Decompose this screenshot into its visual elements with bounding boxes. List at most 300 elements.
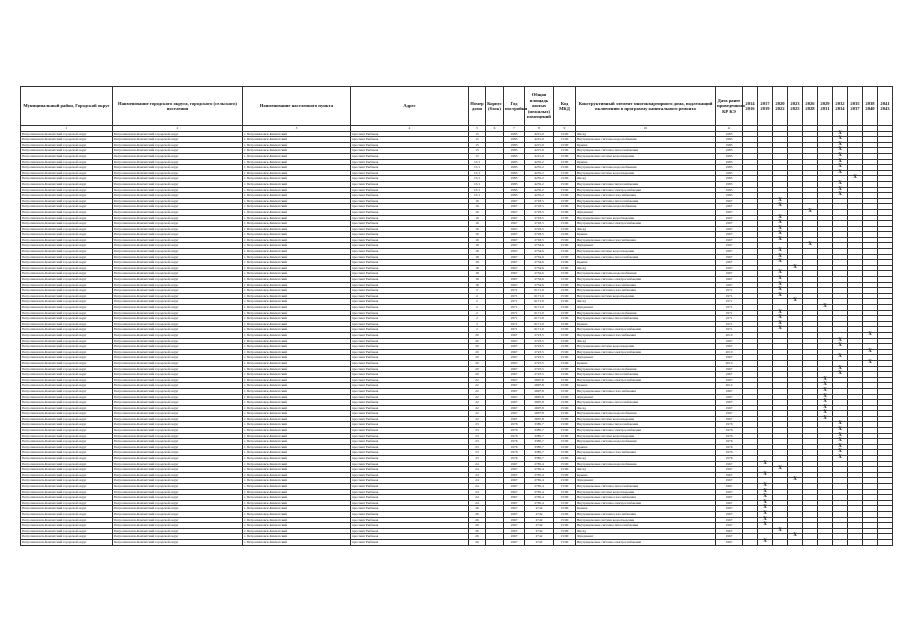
table-cell: Петропавловск-Камчатский городской округ — [21, 277, 113, 283]
table-cell: 1971 — [504, 288, 525, 294]
table-cell: проспект Рыбаков — [351, 500, 469, 506]
table-cell: 1985 — [504, 187, 525, 193]
schedule-mark-cell: X — [833, 433, 848, 439]
table-cell: 2734,6 — [525, 271, 554, 277]
table-cell: Петропавловск-Камчатский городской округ — [21, 170, 113, 176]
table-cell: г. Петропавловск-Камчатский — [243, 193, 351, 199]
table-cell: Петропавловск-Камчатский городской округ — [21, 327, 113, 333]
table-cell: 1985 — [716, 181, 743, 187]
table-cell: 1976 — [716, 439, 743, 445]
table-cell: Петропавловск-Камчатский городской округ — [21, 254, 113, 260]
table-cell: Петропавловск-Камчатский городской округ — [21, 539, 113, 545]
table-cell: Внутридомовые системы водоснабжения — [576, 271, 716, 277]
table-cell: г. Петропавловск-Камчатский — [243, 243, 351, 249]
table-cell: 1967 — [504, 383, 525, 389]
table-cell: Петропавловск-Камчатский городской округ — [21, 428, 113, 434]
table-cell: 15:00 — [554, 456, 576, 462]
table-cell: Петропавловск-Камчатский городской округ — [113, 372, 243, 378]
schedule-mark-cell: X — [818, 305, 833, 311]
table-cell: г. Петропавловск-Камчатский — [243, 288, 351, 294]
schedule-mark-cell: X — [833, 193, 848, 199]
table-cell: проспект Рыбаков — [351, 237, 469, 243]
table-cell: 18 — [469, 277, 486, 283]
table-cell: 15:00 — [554, 170, 576, 176]
table-cell: проспект Рыбаков — [351, 271, 469, 277]
schedule-mark-cell: X — [773, 321, 788, 327]
table-cell: 15:00 — [554, 366, 576, 372]
table-cell: Петропавловск-Камчатский городской округ — [113, 383, 243, 389]
table-cell: проспект Рыбаков — [351, 528, 469, 534]
table-cell: г. Петропавловск-Камчатский — [243, 316, 351, 322]
table-cell: 3385,7 — [525, 450, 554, 456]
table-cell: Внутридомовые системы теплоснабжения — [576, 484, 716, 490]
table-cell: Фасад — [576, 299, 716, 305]
table-cell: 15:00 — [554, 433, 576, 439]
table-cell: 15:00 — [554, 500, 576, 506]
table-cell: 1967 — [504, 344, 525, 350]
table-cell: 1967 — [504, 377, 525, 383]
table-cell: 15:00 — [554, 360, 576, 366]
table-cell: 15:00 — [554, 293, 576, 299]
table-cell: 15 — [469, 148, 486, 154]
table-cell: 2718,5 — [525, 209, 554, 215]
table-cell: 1971 — [504, 321, 525, 327]
schedule-mark-cell — [818, 539, 833, 545]
table-cell: 1967 — [716, 500, 743, 506]
table-cell: проспект Рыбаков — [351, 310, 469, 316]
table-cell: проспект Рыбаков — [351, 215, 469, 221]
table-cell: 15:00 — [554, 506, 576, 512]
table-cell: 1967 — [716, 338, 743, 344]
column-header: 2026 2028 — [803, 87, 818, 126]
table-cell: Фасад — [576, 405, 716, 411]
table-cell: проспект Рыбаков — [351, 316, 469, 322]
schedule-mark-cell: X — [833, 159, 848, 165]
table-cell: Петропавловск-Камчатский городской округ — [113, 131, 243, 137]
table-cell: проспект Рыбаков — [351, 349, 469, 355]
table-cell: Петропавловск-Камчатский городской округ — [113, 254, 243, 260]
table-cell: 1976 — [716, 433, 743, 439]
table-cell: Крыша — [576, 444, 716, 450]
table-cell: Внутридомовые системы электроснабжения — [576, 187, 716, 193]
table-cell: 15:00 — [554, 226, 576, 232]
schedule-mark-cell: X — [773, 232, 788, 238]
table-cell: 4235,2 — [525, 193, 554, 199]
table-cell: Петропавловск-Камчатский городской округ — [21, 511, 113, 517]
schedule-mark-cell: X — [833, 142, 848, 148]
table-cell: Петропавловск-Камчатский городской округ — [113, 316, 243, 322]
schedule-mark-cell: X — [758, 506, 773, 512]
table-cell: Крыша — [576, 159, 716, 165]
table-cell: 1967 — [716, 372, 743, 378]
table-cell: Петропавловск-Камчатский городской округ — [21, 321, 113, 327]
table-cell: 15:00 — [554, 321, 576, 327]
table-cell: Фасад — [576, 338, 716, 344]
table-cell: 1967 — [504, 260, 525, 266]
table-cell: Петропавловск-Камчатский городской округ — [21, 193, 113, 199]
table-cell: Петропавловск-Камчатский городской округ — [21, 198, 113, 204]
table-cell: 1976 — [504, 439, 525, 445]
table-cell: Петропавловск-Камчатский городской округ — [113, 153, 243, 159]
column-number: 2 — [113, 126, 243, 132]
table-cell: 1967 — [504, 254, 525, 260]
table-cell: проспект Рыбаков — [351, 260, 469, 266]
table-cell: 24 — [469, 461, 486, 467]
table-cell: г. Петропавловск-Камчатский — [243, 187, 351, 193]
table-cell: г. Петропавловск-Камчатский — [243, 142, 351, 148]
table-cell: 16 — [469, 198, 486, 204]
table-cell: 15:00 — [554, 288, 576, 294]
column-number: 1 — [21, 126, 113, 132]
table-cell: 15:00 — [554, 243, 576, 249]
table-cell: проспект Рыбаков — [351, 422, 469, 428]
table-cell: Внутридомовые системы электроснабжения — [576, 428, 716, 434]
table-cell: 16 — [469, 232, 486, 238]
table-cell: 1967 — [716, 388, 743, 394]
table-cell: 15:00 — [554, 372, 576, 378]
table-cell: 1976 — [504, 433, 525, 439]
table-cell: г. Петропавловск-Камчатский — [243, 450, 351, 456]
table-cell: 2 — [469, 288, 486, 294]
table-cell: 22 — [469, 377, 486, 383]
table-cell: г. Петропавловск-Камчатский — [243, 148, 351, 154]
table-cell: 22 — [469, 416, 486, 422]
table-cell: Фасад — [576, 467, 716, 473]
table-cell: 15:00 — [554, 277, 576, 283]
table-cell: 26 — [469, 517, 486, 523]
table-cell: Внутридомовые системы теплоснабжения — [576, 400, 716, 406]
table-cell: проспект Рыбаков — [351, 221, 469, 227]
table-cell: 15:00 — [554, 439, 576, 445]
table-cell: г. Петропавловск-Камчатский — [243, 198, 351, 204]
table-cell: 1967 — [504, 349, 525, 355]
table-cell: 2 — [469, 299, 486, 305]
table-cell: Внутридомовые системы газоснабжения — [576, 511, 716, 517]
table-cell: 1971 — [504, 293, 525, 299]
table-cell: 1971 — [716, 305, 743, 311]
table-cell: Фасад — [576, 176, 716, 182]
table-cell: 15:00 — [554, 523, 576, 529]
table-cell: 15:00 — [554, 260, 576, 266]
table-cell: 15:00 — [554, 332, 576, 338]
table-cell: 15:00 — [554, 338, 576, 344]
table-cell: 1967 — [504, 528, 525, 534]
table-cell: 1967 — [716, 204, 743, 210]
column-header: 2029 2031 — [818, 87, 833, 126]
table-cell: г. Петропавловск-Камчатский — [243, 355, 351, 361]
schedule-mark-cell: X — [773, 198, 788, 204]
table-cell: г. Петропавловск-Камчатский — [243, 137, 351, 143]
table-cell: Внутридомовая система водоотведения — [576, 215, 716, 221]
table-cell: Петропавловск-Камчатский городской округ — [21, 226, 113, 232]
table-cell: 1967 — [716, 265, 743, 271]
schedule-mark-cell: X — [773, 215, 788, 221]
column-header: Адрес — [351, 87, 469, 126]
table-cell: 1967 — [716, 355, 743, 361]
table-cell: 2010 — [716, 360, 743, 366]
table-cell: 1967 — [716, 467, 743, 473]
table-cell: Петропавловск-Камчатский городской округ — [113, 416, 243, 422]
schedule-mark-cell: X — [788, 534, 803, 540]
table-cell: 2742 — [525, 517, 554, 523]
schedule-mark-cell: X — [773, 467, 788, 473]
table-cell: г. Петропавловск-Камчатский — [243, 221, 351, 227]
column-number: 4 — [351, 126, 469, 132]
schedule-mark-cell: X — [818, 377, 833, 383]
table-cell: Внутридомовые системы газоснабжения — [576, 332, 716, 338]
table-cell: 26 — [469, 506, 486, 512]
table-cell: 2742 — [525, 511, 554, 517]
table-cell: 2723,5 — [525, 355, 554, 361]
table-cell: Петропавловск-Камчатский городской округ — [113, 265, 243, 271]
table-cell: 1971 — [716, 327, 743, 333]
column-header: Номер дома — [469, 87, 486, 126]
table-cell: г. Петропавловск-Камчатский — [243, 439, 351, 445]
table-cell: проспект Рыбаков — [351, 478, 469, 484]
table-cell: 2765,4 — [525, 478, 554, 484]
table-cell: 1967 — [716, 394, 743, 400]
table-cell: Петропавловск-Камчатский городской округ — [113, 517, 243, 523]
table-cell: г. Петропавловск-Камчатский — [243, 489, 351, 495]
table-cell: 2 — [469, 310, 486, 316]
table-cell: 16 — [469, 226, 486, 232]
table-cell: проспект Рыбаков — [351, 243, 469, 249]
table-cell: г. Петропавловск-Камчатский — [243, 226, 351, 232]
table-cell: 2734,6 — [525, 249, 554, 255]
schedule-mark-cell: X — [773, 249, 788, 255]
table-cell: 1967 — [504, 495, 525, 501]
table-cell: Петропавловск-Камчатский городской округ — [113, 215, 243, 221]
schedule-mark-cell: X — [758, 495, 773, 501]
table-cell: 2723,5 — [525, 344, 554, 350]
table-cell: Петропавловск-Камчатский городской округ — [21, 243, 113, 249]
table-cell: 15:00 — [554, 165, 576, 171]
table-cell: Фундамент — [576, 355, 716, 361]
table-cell: 2734,6 — [525, 265, 554, 271]
table-cell: Петропавловск-Камчатский городской округ — [113, 355, 243, 361]
table-cell: 2697,8 — [525, 383, 554, 389]
table-cell: 1967 — [716, 528, 743, 534]
table-cell: Петропавловск-Камчатский городской округ — [21, 456, 113, 462]
table-cell: Петропавловск-Камчатский городской округ — [113, 226, 243, 232]
table-cell: г. Петропавловск-Камчатский — [243, 366, 351, 372]
table-cell: Внутридомовые системы электроснабжения — [576, 500, 716, 506]
schedule-mark-cell: X — [788, 478, 803, 484]
table-cell: проспект Рыбаков — [351, 193, 469, 199]
table-cell: 15:00 — [554, 204, 576, 210]
table-cell: Петропавловск-Камчатский городской округ — [113, 176, 243, 182]
table-cell: Внутридомовые системы теплоснабжения — [576, 198, 716, 204]
table-cell: г. Петропавловск-Камчатский — [243, 444, 351, 450]
table-cell: 4215,9 — [525, 153, 554, 159]
table-cell: 22 — [469, 394, 486, 400]
schedule-mark-cell: X — [758, 539, 773, 545]
table-cell: 2012 — [716, 383, 743, 389]
table-cell: г. Петропавловск-Камчатский — [243, 394, 351, 400]
column-header: 2017 2019 — [758, 87, 773, 126]
table-cell: Петропавловск-Камчатский городской округ — [21, 411, 113, 417]
table-cell: г. Петропавловск-Камчатский — [243, 539, 351, 545]
table-cell: 2 — [469, 321, 486, 327]
table-cell: Петропавловск-Камчатский городской округ — [113, 539, 243, 545]
table-cell: г. Петропавловск-Камчатский — [243, 321, 351, 327]
table-cell: Петропавловск-Камчатский городской округ — [113, 198, 243, 204]
column-header: Дата ранее проведенного КР КЭ — [716, 87, 743, 126]
table-cell: 4215,9 — [525, 142, 554, 148]
table-cell: Петропавловск-Камчатский городской округ — [21, 165, 113, 171]
table-cell: 1967 — [716, 282, 743, 288]
table-cell: 1967 — [716, 277, 743, 283]
table-cell: 1976 — [504, 450, 525, 456]
table-cell: 22 — [469, 400, 486, 406]
table-cell: 15:00 — [554, 422, 576, 428]
table-cell: Внутридомовая система водоотведения — [576, 433, 716, 439]
schedule-mark-cell: X — [773, 221, 788, 227]
column-header: 2032 2034 — [833, 87, 848, 126]
table-cell: Петропавловск-Камчатский городской округ — [113, 422, 243, 428]
table-cell: Внутридомовые системы электроснабжения — [576, 327, 716, 333]
table-cell: Внутридомовые системы газоснабжения — [576, 388, 716, 394]
schedule-mark-cell — [833, 539, 848, 545]
table-cell — [486, 539, 504, 545]
table-cell: 1967 — [504, 416, 525, 422]
table-cell: 15:00 — [554, 495, 576, 501]
schedule-mark-cell: X — [833, 372, 848, 378]
table-cell: 15:00 — [554, 478, 576, 484]
table-cell: Петропавловск-Камчатский городской округ — [113, 148, 243, 154]
column-header: Наименование городского округа, городского (сельского) поселения — [113, 87, 243, 126]
table-cell: Петропавловск-Камчатский городской округ — [21, 338, 113, 344]
table-cell: 1967 — [504, 277, 525, 283]
table-cell: Петропавловск-Камчатский городской округ — [21, 383, 113, 389]
table-cell: проспект Рыбаков — [351, 489, 469, 495]
table-cell: 15:00 — [554, 539, 576, 545]
table-cell: 24 — [469, 478, 486, 484]
table-body — [21, 131, 893, 545]
table-cell: 2723,5 — [525, 338, 554, 344]
table-cell: 1967 — [504, 265, 525, 271]
table-cell: 6171,9 — [525, 327, 554, 333]
table-cell: Петропавловск-Камчатский городской округ — [113, 500, 243, 506]
table-cell: 15:00 — [554, 405, 576, 411]
table-cell: 16 — [469, 221, 486, 227]
table-cell: 4235,2 — [525, 176, 554, 182]
table-cell: 1967 — [716, 489, 743, 495]
table-cell: 15:00 — [554, 428, 576, 434]
table-cell: Петропавловск-Камчатский городской округ — [21, 137, 113, 143]
table-cell: 1967 — [716, 495, 743, 501]
table-cell: 1985 — [504, 148, 525, 154]
table-cell: 1985 — [716, 153, 743, 159]
schedule-mark-cell: X — [773, 271, 788, 277]
schedule-mark-cell: X — [833, 181, 848, 187]
table-cell: Петропавловск-Камчатский городской округ — [113, 366, 243, 372]
column-number: 11 — [716, 126, 743, 132]
table-cell: Петропавловск-Камчатский городской округ — [113, 332, 243, 338]
table-cell: 1967 — [504, 209, 525, 215]
table-cell: 1976 — [716, 456, 743, 462]
table-cell: 1967 — [504, 388, 525, 394]
table-cell: 15:00 — [554, 237, 576, 243]
table-cell: Петропавловск-Камчатский городской округ — [21, 344, 113, 350]
table-cell: 1967 — [504, 204, 525, 210]
table-cell: г. Петропавловск-Камчатский — [243, 495, 351, 501]
table-cell: 1967 — [504, 400, 525, 406]
table-cell: Внутридомовые системы теплоснабжения — [576, 523, 716, 529]
schedule-mark-cell: X — [758, 523, 773, 529]
table-cell: 1967 — [716, 198, 743, 204]
table-cell: 1967 — [504, 332, 525, 338]
table-cell: Петропавловск-Камчатский городской округ — [21, 271, 113, 277]
table-cell: 23 — [469, 433, 486, 439]
table-cell: 1985 — [716, 187, 743, 193]
table-cell: 15:00 — [554, 254, 576, 260]
table-cell: 1967 — [716, 411, 743, 417]
table-cell: Петропавловск-Камчатский городской округ — [113, 511, 243, 517]
table-cell: Петропавловск-Камчатский городской округ — [21, 523, 113, 529]
table-cell: г. Петропавловск-Камчатский — [243, 282, 351, 288]
table-cell: 1985 — [716, 148, 743, 154]
table-cell: Петропавловск-Камчатский городской округ — [113, 310, 243, 316]
table-cell: Петропавловск-Камчатский городской округ — [113, 489, 243, 495]
table-cell: Петропавловск-Камчатский городской округ — [113, 528, 243, 534]
table-cell: проспект Рыбаков — [351, 523, 469, 529]
table-cell: 1976 — [716, 422, 743, 428]
table-cell: Петропавловск-Камчатский городской округ — [21, 400, 113, 406]
table-cell: 2765,4 — [525, 472, 554, 478]
table-cell: 6171,9 — [525, 293, 554, 299]
table-cell: Внутридомовая система водоотведения — [576, 153, 716, 159]
table-cell: г. Петропавловск-Камчатский — [243, 400, 351, 406]
table-cell: Крыша — [576, 360, 716, 366]
table-cell: 20 — [469, 360, 486, 366]
table-cell: Внутридомовая система водоотведения — [576, 170, 716, 176]
table-cell: г. Петропавловск-Камчатский — [243, 153, 351, 159]
table-cell: проспект Рыбаков — [351, 288, 469, 294]
schedule-mark-cell: X — [833, 355, 848, 361]
table-cell: 2734,6 — [525, 243, 554, 249]
table-cell: 15:00 — [554, 472, 576, 478]
table-cell: 15:00 — [554, 316, 576, 322]
table-cell: 1985 — [504, 159, 525, 165]
table-cell: проспект Рыбаков — [351, 282, 469, 288]
table-cell: Внутридомовые системы газоснабжения — [576, 282, 716, 288]
table-cell: Петропавловск-Камчатский городской округ — [113, 232, 243, 238]
table-cell: Внутридомовые системы водоснабжения — [576, 366, 716, 372]
table-cell: Внутридомовые системы теплоснабжения — [576, 316, 716, 322]
table-cell: Фасад — [576, 456, 716, 462]
table-cell: Петропавловск-Камчатский городской округ — [21, 332, 113, 338]
table-cell: Петропавловск-Камчатский городской округ — [113, 249, 243, 255]
table-cell: г. Петропавловск-Камчатский — [243, 511, 351, 517]
table-cell: 1967 — [504, 366, 525, 372]
table-cell: г. Петропавловск-Камчатский — [243, 271, 351, 277]
table-cell: 18 — [469, 271, 486, 277]
table-cell: г. Петропавловск-Камчатский — [243, 170, 351, 176]
table-cell: 15/1 — [469, 181, 486, 187]
table-cell: 4235,2 — [525, 181, 554, 187]
table-cell: Петропавловск-Камчатский городской округ — [21, 394, 113, 400]
table-cell: Фундамент — [576, 534, 716, 540]
table-cell: г. Петропавловск-Камчатский — [243, 528, 351, 534]
table-cell: Внутридомовая система водоотведения — [576, 489, 716, 495]
table-cell: 2697,8 — [525, 400, 554, 406]
table-cell: Внутридомовые системы водоснабжения — [576, 310, 716, 316]
table-cell: Фундамент — [576, 394, 716, 400]
schedule-mark-cell: X — [773, 528, 788, 534]
table-cell: Внутридомовые системы газоснабжения — [576, 495, 716, 501]
schedule-mark-cell: X — [773, 288, 788, 294]
